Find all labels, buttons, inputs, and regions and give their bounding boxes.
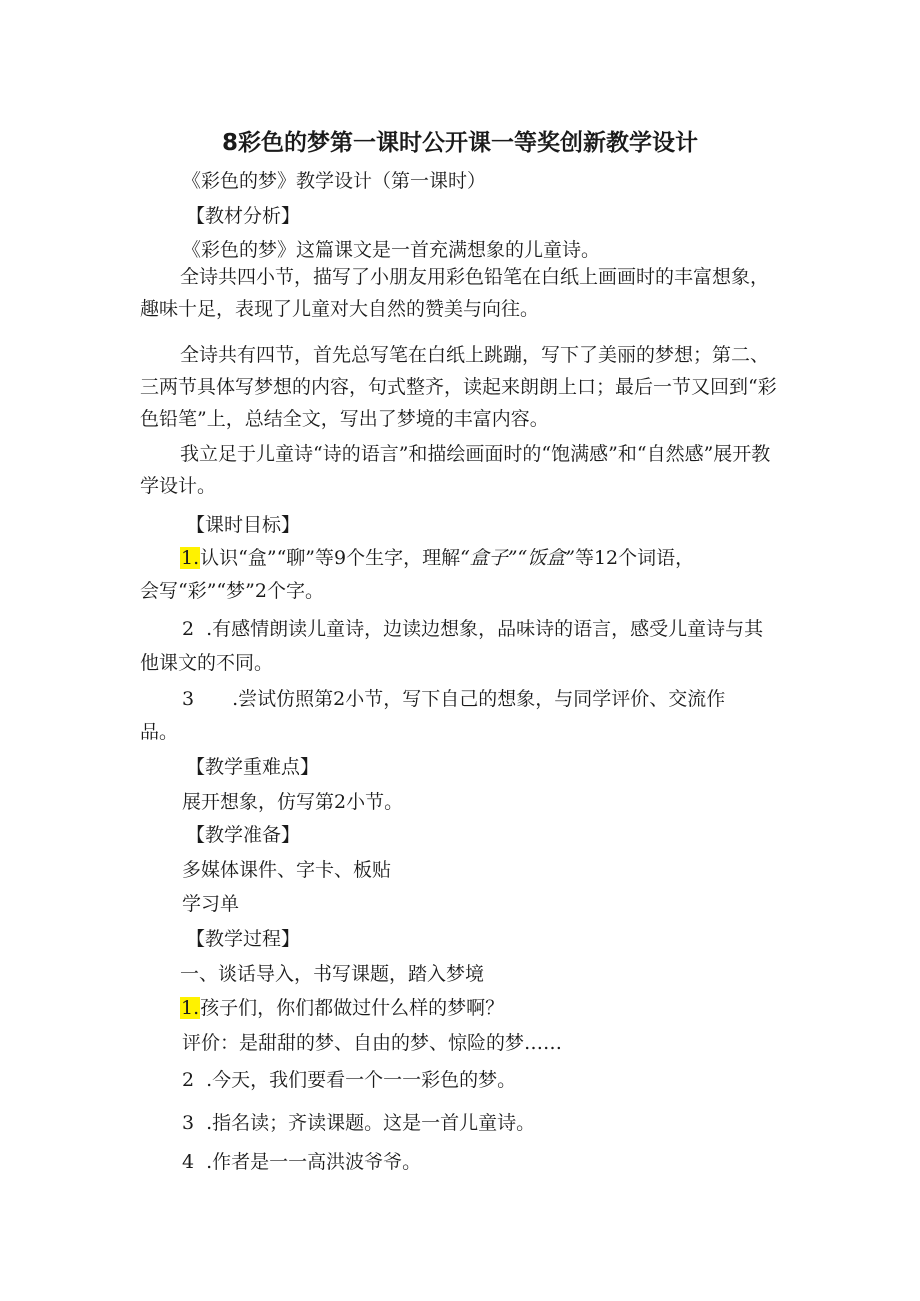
process-item-2 xyxy=(182,1067,516,1093)
section-heading-material: 【教材分析】 xyxy=(186,205,301,227)
section-heading-key-points: 【教学重难点】 xyxy=(186,756,320,778)
section-heading-goals: 【课时目标】 xyxy=(186,514,301,536)
subtitle: 《彩色的梦》教学设计（第一课时） xyxy=(182,170,487,192)
process-step-title: 一、谈话导入，书写课题，踏入梦境 xyxy=(180,963,485,985)
key-points-text: 展开想象，仿写第2小节。 xyxy=(182,791,404,813)
process-item-3 xyxy=(182,1110,535,1136)
process-item-4 xyxy=(182,1149,421,1175)
preparation-item-2: 学习单 xyxy=(182,893,240,915)
paragraph-1: 全诗共四小节，描写了小朋友用彩色铅笔在白纸上画画时的丰富想象，趣味十足，表现了儿童对大自然的赞美与向往。 xyxy=(140,266,770,320)
goal-3-number: 3 xyxy=(182,688,195,710)
section-heading-preparation: 【教学准备】 xyxy=(186,824,301,846)
goal-1-number: 1. xyxy=(181,547,200,569)
process-item-2-number: 2 xyxy=(182,1069,195,1091)
preparation-item-1: 多媒体课件、字卡、板贴 xyxy=(182,859,392,881)
goal-3-line-1 xyxy=(182,686,725,712)
process-item-1-number: 1. xyxy=(181,997,200,1019)
goal-3-text: .尝试仿照第2小节，写下自己的想象，与同学评价、交流作 xyxy=(232,688,726,710)
goal-2-number: 2 xyxy=(182,618,195,640)
process-item-4-number: 4 xyxy=(182,1151,195,1173)
section-heading-process: 【教学过程】 xyxy=(186,928,301,950)
paragraph-2: 全诗共有四节，首先总写笔在白纸上跳蹦，写下了美丽的梦想；第二、三两节具体写梦想的内容，句式整齐，读起来朗朗上口；最后一节又回到“彩色铅笔”上，总结全文，写出了梦境的丰富内容。 xyxy=(140,344,777,430)
intro-paragraph: 《彩色的梦》这篇课文是一首充满想象的儿童诗。 xyxy=(182,239,601,261)
process-item-4-text: .作者是一一高洪波爷爷。 xyxy=(206,1151,422,1173)
process-item-2-text: .今天，我们要看一个一一彩色的梦。 xyxy=(206,1069,517,1091)
document-title: 8彩色的梦第一课时公开课一等奖创新教学设计 xyxy=(221,130,698,156)
process-item-1-text: 孩子们，你们都做过什么样的梦啊？ xyxy=(200,997,505,1019)
goal-2-text: .有感情朗读儿童诗，边读边想象，品味诗的语言，感受儿童诗与其 xyxy=(206,618,764,640)
process-item-3-number: 3 xyxy=(182,1112,195,1134)
goal-1-line-1 xyxy=(180,545,694,571)
goal-3-line-2: 品。 xyxy=(140,721,179,743)
paragraph-3: 我立足于儿童诗“诗的语言”和描绘画面时的“饱满感”和“自然感”展开教学设计。 xyxy=(140,443,771,497)
process-item-3-text: .指名读；齐读课题。这是一首儿童诗。 xyxy=(206,1112,536,1134)
goal-1-text-b: 等12个词语， xyxy=(574,547,695,569)
process-item-1 xyxy=(180,995,504,1021)
goal-2-line-2: 他课文的不同。 xyxy=(140,652,274,674)
goal-1-line-2: 会写“彩”“梦”2个字。 xyxy=(140,580,324,602)
evaluation-text: 评价：是甜甜的梦、自由的梦、惊险的梦…… xyxy=(182,1032,563,1054)
goal-2-line-1 xyxy=(182,616,763,642)
goal-1-italic-words: “盒子”“饭盒” xyxy=(460,547,575,569)
goal-1-text-a: 认识“盒”“聊”等9个生字，理解 xyxy=(200,547,461,569)
